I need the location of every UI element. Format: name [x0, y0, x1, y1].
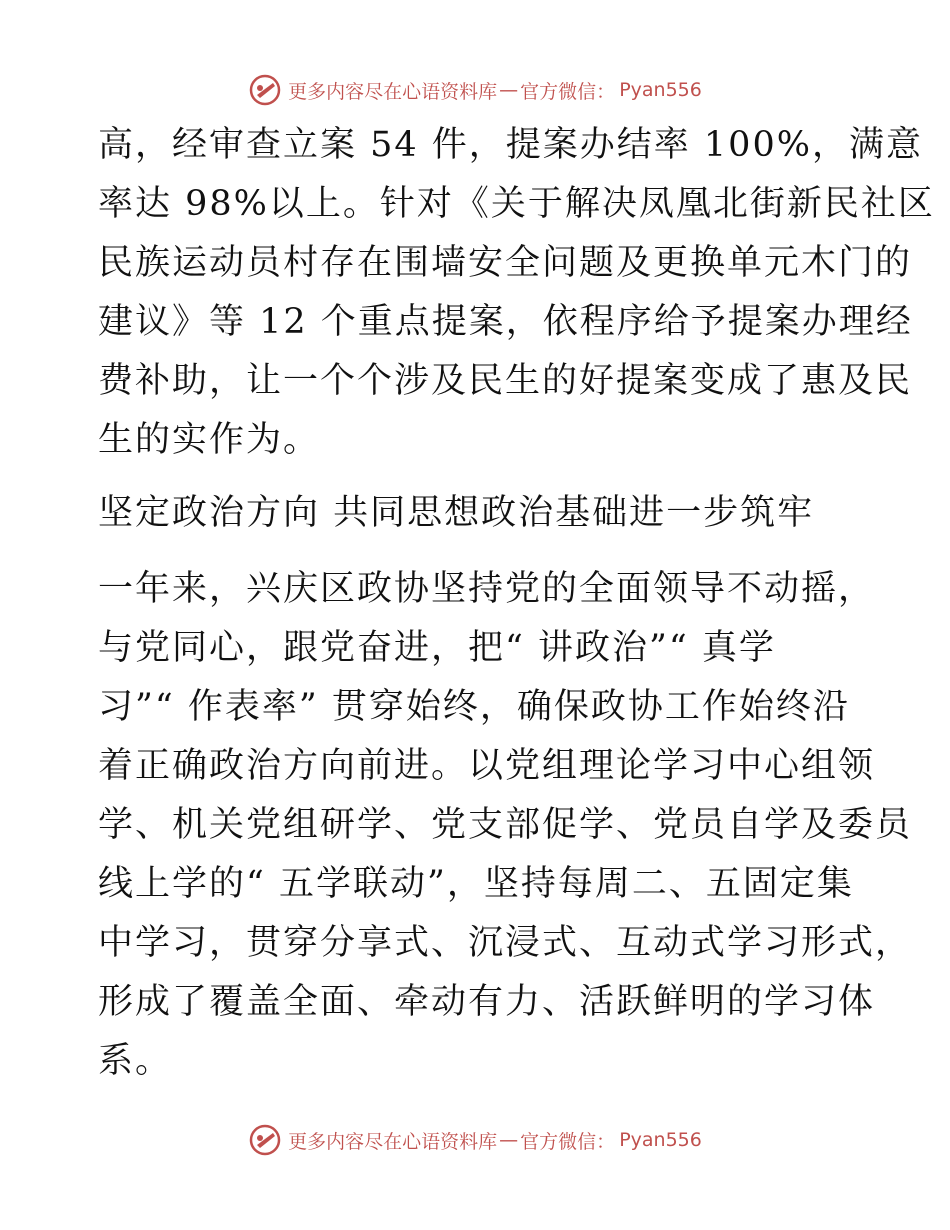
- text-line: 与党同心，跟党奋进，把“ 讲政治”“ 真学: [98, 628, 776, 668]
- text-line: 学、机关党组研学、党支部促学、党员自学及委员: [98, 805, 913, 845]
- watermark-header: [0, 70, 950, 110]
- watermark-dash: —: [499, 1129, 519, 1151]
- section-heading: [98, 484, 858, 543]
- paragraph-politics: [98, 560, 913, 1091]
- text-line: 高，经审查立案 54 件，提案办结率 100%，满意: [98, 125, 923, 165]
- text-line: 线上学的“ 五学联动”，坚持每周二、五固定集: [98, 864, 854, 904]
- text-line: 费补助，让一个个涉及民生的好提案变成了惠及民: [98, 361, 913, 401]
- watermark-handle: Pyan556: [619, 79, 702, 101]
- heading-text: 坚定政治方向 共同思想政治基础进一步筑牢: [98, 493, 815, 533]
- watermark-handle: Pyan556: [619, 1129, 702, 1151]
- text-line: 建议》等 12 个重点提案，依程序给予提案办理经: [98, 302, 913, 342]
- watermark-dash: —: [499, 79, 519, 101]
- watermark-label: 官方微信：: [520, 80, 616, 103]
- watermark-footer: [0, 1120, 950, 1160]
- text-line: 着正确政治方向前进。以党组理论学习中心组领: [98, 746, 876, 786]
- text-line: 习”“ 作表率” 贯穿始终，确保政协工作始终沿: [98, 687, 850, 727]
- text-line: 一年来，兴庆区政协坚持党的全面领导不动摇，: [98, 569, 876, 609]
- text-line: 中学习，贯穿分享式、沉浸式、互动式学习形式，: [98, 923, 913, 963]
- text-line: 民族运动员村存在围墙安全问题及更换单元木门的: [98, 243, 913, 283]
- text-line: 形成了覆盖全面、牵动有力、活跃鲜明的学习体: [98, 982, 876, 1022]
- watermark-logo-icon: [248, 73, 282, 107]
- text-line: 生的实作为。: [98, 420, 321, 460]
- watermark-text: 更多内容尽在心语资料库: [288, 80, 498, 103]
- text-line: 系。: [98, 1041, 173, 1081]
- watermark-text: 更多内容尽在心语资料库: [288, 1130, 498, 1153]
- watermark-logo-icon: [248, 1123, 282, 1157]
- text-line: 率达 98%以上。针对《关于解决凤凰北街新民社区: [98, 184, 935, 224]
- watermark-label: 官方微信：: [520, 1130, 616, 1153]
- paragraph-proposals: [98, 116, 935, 470]
